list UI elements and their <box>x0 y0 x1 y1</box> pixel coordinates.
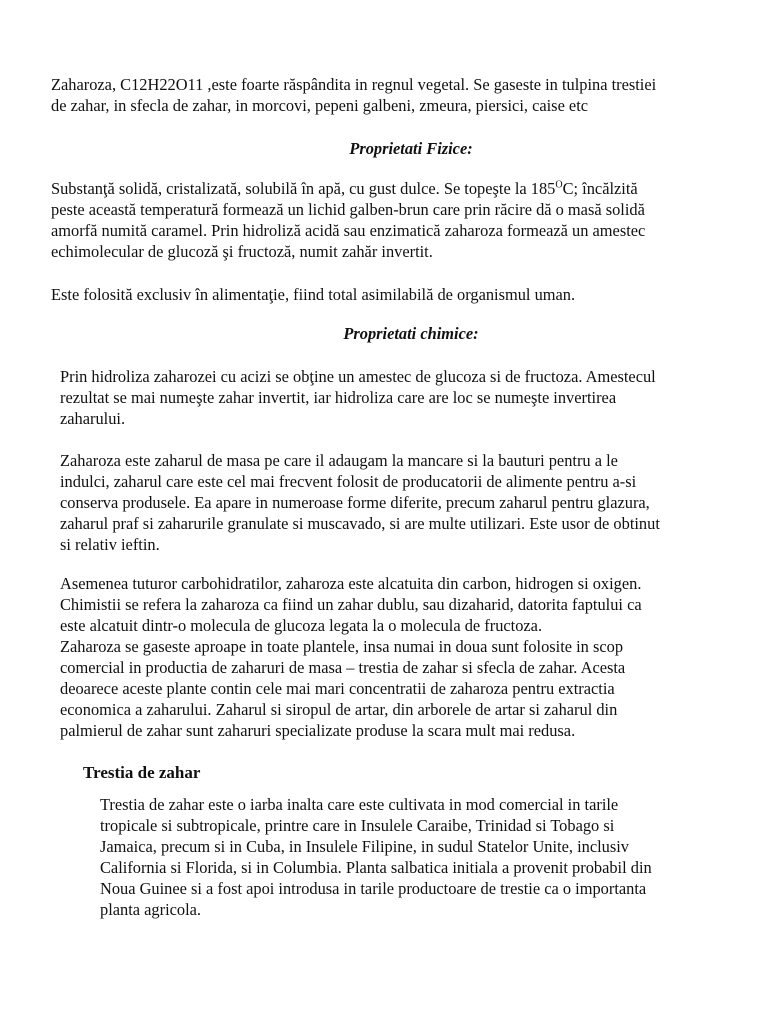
physical-paragraph-2: Este folosită exclusiv în alimentaţie, fiind total asimilabilă de organismul uman. <box>51 285 576 304</box>
sugarcane-heading: Trestia de zahar <box>83 763 201 782</box>
degree-superscript: O <box>555 179 563 191</box>
intro-paragraph <box>51 74 656 116</box>
physical-p1-end: C; încălzită <box>562 179 638 198</box>
physical-p1-start: Substanţă solidă, cristalizată, solubilă în apă, cu gust dulce. Se topeşte la 185 <box>51 179 556 198</box>
physical-properties-heading: Proprietati Fizice: <box>349 139 473 158</box>
chemical-properties-heading: Proprietati chimice: <box>343 324 479 343</box>
sugarcane-paragraph: Trestia de zahar este o iarba inalta care este cultivata in mod comercial in tarile tropicale si subtropicale, printre care in Insulele Caraibe, Trinidad si Tobago si Jamaica, precum si in Cuba, in Insulele Filipine, in sudul Statelor Unite, inclusiv California si Florida, si in Columbia. Planta salbatica initiala a provenit probabil din Noua Guinee si a fost apoi introdusa in tarile productoare de trestie ca o importanta planta agricola. <box>100 795 652 919</box>
intro-line-2: de zahar, in sfecla de zahar, in morcovi, pepeni galbeni, zmeura, piersici, caise etc <box>51 96 589 115</box>
physical-paragraph-1 <box>51 178 645 262</box>
intro-line-1: Zaharoza, C12H22O11 ,este foarte răspândita in regnul vegetal. Se gaseste in tulpina trestiei <box>51 75 657 94</box>
physical-p1-rest: peste această temperatură formează un lichid galben-brun care prin răcire dă o masă solidă amorfă numită caramel. Prin hidroliză acidă sau enzimatică zaharoza formează un amestec echimolecular de glucoză şi fructoză, numit zahăr invertit. <box>51 200 646 261</box>
chemical-paragraph-1: Prin hidroliza zaharozei cu acizi se obţine un amestec de glucoza si de fructoza. Amestecul rezultat se mai numeşte zahar invertit, iar hidroliza care are loc se numeşte invertirea zaharului. <box>60 367 656 428</box>
chemical-paragraph-2: Zaharoza este zaharul de masa pe care il adaugam la mancare si la bauturi pentru a le indulci, zaharul care este cel mai frecvent folosit de producatorii de alimente pentru a-si conserva produsele. Ea apare in numeroase forme diferite, precum zaharul pentru glazura, zaharul praf si zaharurile granulate si muscavado, si are multe utilizari. Este usor de obtinut si relativ ieftin. <box>60 451 660 554</box>
chemical-paragraph-3: Asemenea tuturor carbohidratilor, zaharoza este alcatuita din carbon, hidrogen si oxigen. Chimistii se refera la zaharoza ca fiind un zahar dublu, sau dizaharid, datorita faptului ca este alcatuit dintr-o molecula de glucoza legata la o molecula de fructoza. Zaharoza se gaseste aproape in toate plantele, insa numai in doua sunt folosite in scop comercial in productia de zaharuri de masa – trestia de zahar si sfecla de zahar. Acesta deoarece aceste plante contin cele mai mari concentratii de zaharoza pentru extractia economica a zaharului. Zaharul si siropul de artar, din arborele de artar si zaharul din palmierul de zahar sunt zaharuri specializate produse la scara mult mai redusa. <box>60 574 642 740</box>
